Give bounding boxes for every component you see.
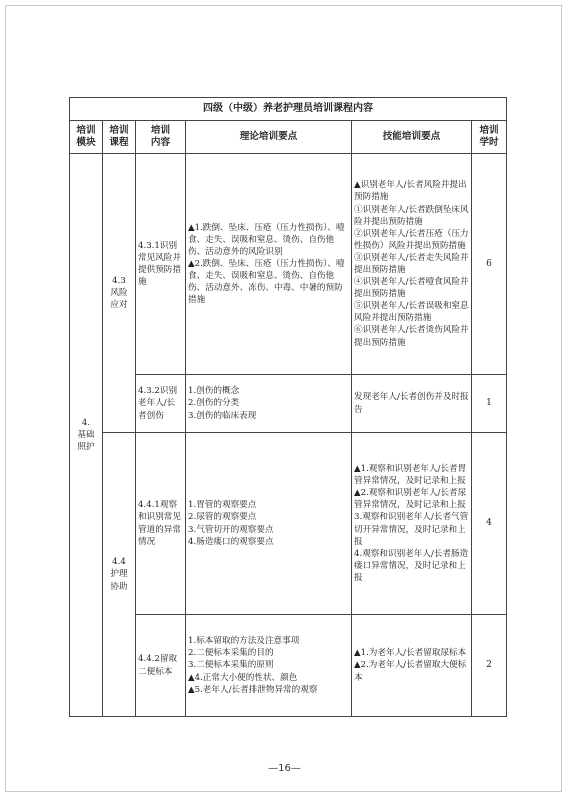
header-hours: 培训 学时 [472,121,507,154]
header-skill: 技能培训要点 [352,121,472,154]
skill-cell: ▲1.为老年人/长者留取尿标本 ▲2.为老年人/长者留取大便标本 [352,615,472,717]
course-cell-4-4: 4.4 护理 协助 [103,433,136,717]
table-row [70,154,507,375]
content-cell: 4.4.2留取二便标本 [136,615,186,717]
skill-cell: ▲识别老年人/长者风险并提出预防措施 ①识别老年人/长者跌倒坠床风险并提出预防措施 ②识别老年人/长者压疮（压力性损伤）风险并提出预防措施 ③识别老年人/长者走失风险并提出预防措施 ④识别老年人/长者噎食风险并提出预防措施 ⑤识别老年人/长者误吸和窒息风险并提出预防措施 ⑥识别老年人/长者烫伤风险并提出预防措施 [352,154,472,375]
hours-cell: 4 [472,433,507,615]
content-cell: 4.3.2识别老年人/长者创伤 [136,375,186,433]
header-theory: 理论培训要点 [186,121,352,154]
table-row [70,615,507,717]
table-row [70,375,507,433]
course-table [69,97,507,717]
theory-cell: 1.胃管的观察要点 2.尿管的观察要点 3.气管切开的观察要点 4.肠造瘘口的观察要点 [186,433,352,615]
hours-cell: 6 [472,154,507,375]
header-module: 培训 模块 [70,121,103,154]
module-cell: 4. 基础 照护 [70,154,103,717]
header-course: 培训 课程 [103,121,136,154]
hours-cell: 1 [472,375,507,433]
table-row [70,433,507,615]
theory-cell: 1.标本留取的方法及注意事项 2.二便标本采集的目的 3.二便标本采集的原则 ▲4.正常大小便的性状、颜色 ▲5.老年人/长者排泄物异常的观察 [186,615,352,717]
table-caption: 四级（中级）养老护理员培训课程内容 [70,98,507,121]
content-cell: 4.4.1观察和识别常见管道的异常情况 [136,433,186,615]
course-cell-4-3: 4.3 风险 应对 [103,154,136,433]
content-cell: 4.3.1识别常见风险并提供预防措施 [136,154,186,375]
theory-cell: ▲1.跌倒、坠床、压疮（压力性损伤）、噎食、走失、误吸和窒息、烫伤、自伤他伤、活动意外的风险识别 ▲2.跌倒、坠床、压疮（压力性损伤）、噎食、走失、误吸和窒息、烫伤、自伤他伤、活动意外、冻伤、中毒、中暑的预防措施 [186,154,352,375]
hours-cell: 2 [472,615,507,717]
header-content: 培训 内容 [136,121,186,154]
skill-cell: ▲1.观察和识别老年人/长者胃管异常情况，及时记录和上报 ▲2.观察和识别老年人/长者尿管异常情况，及时记录和上报 3.观察和识别老年人/长者气管切开异常情况，及时记录和上报 4.观察和识别老年人/长者肠造瘘口异常情况，及时记录和上报 [352,433,472,615]
skill-cell: 发现老年人/长者创伤并及时报告 [352,375,472,433]
theory-cell: 1.创伤的概念 2.创伤的分类 3.创伤的临床表现 [186,375,352,433]
page-number: —16— [268,763,301,774]
